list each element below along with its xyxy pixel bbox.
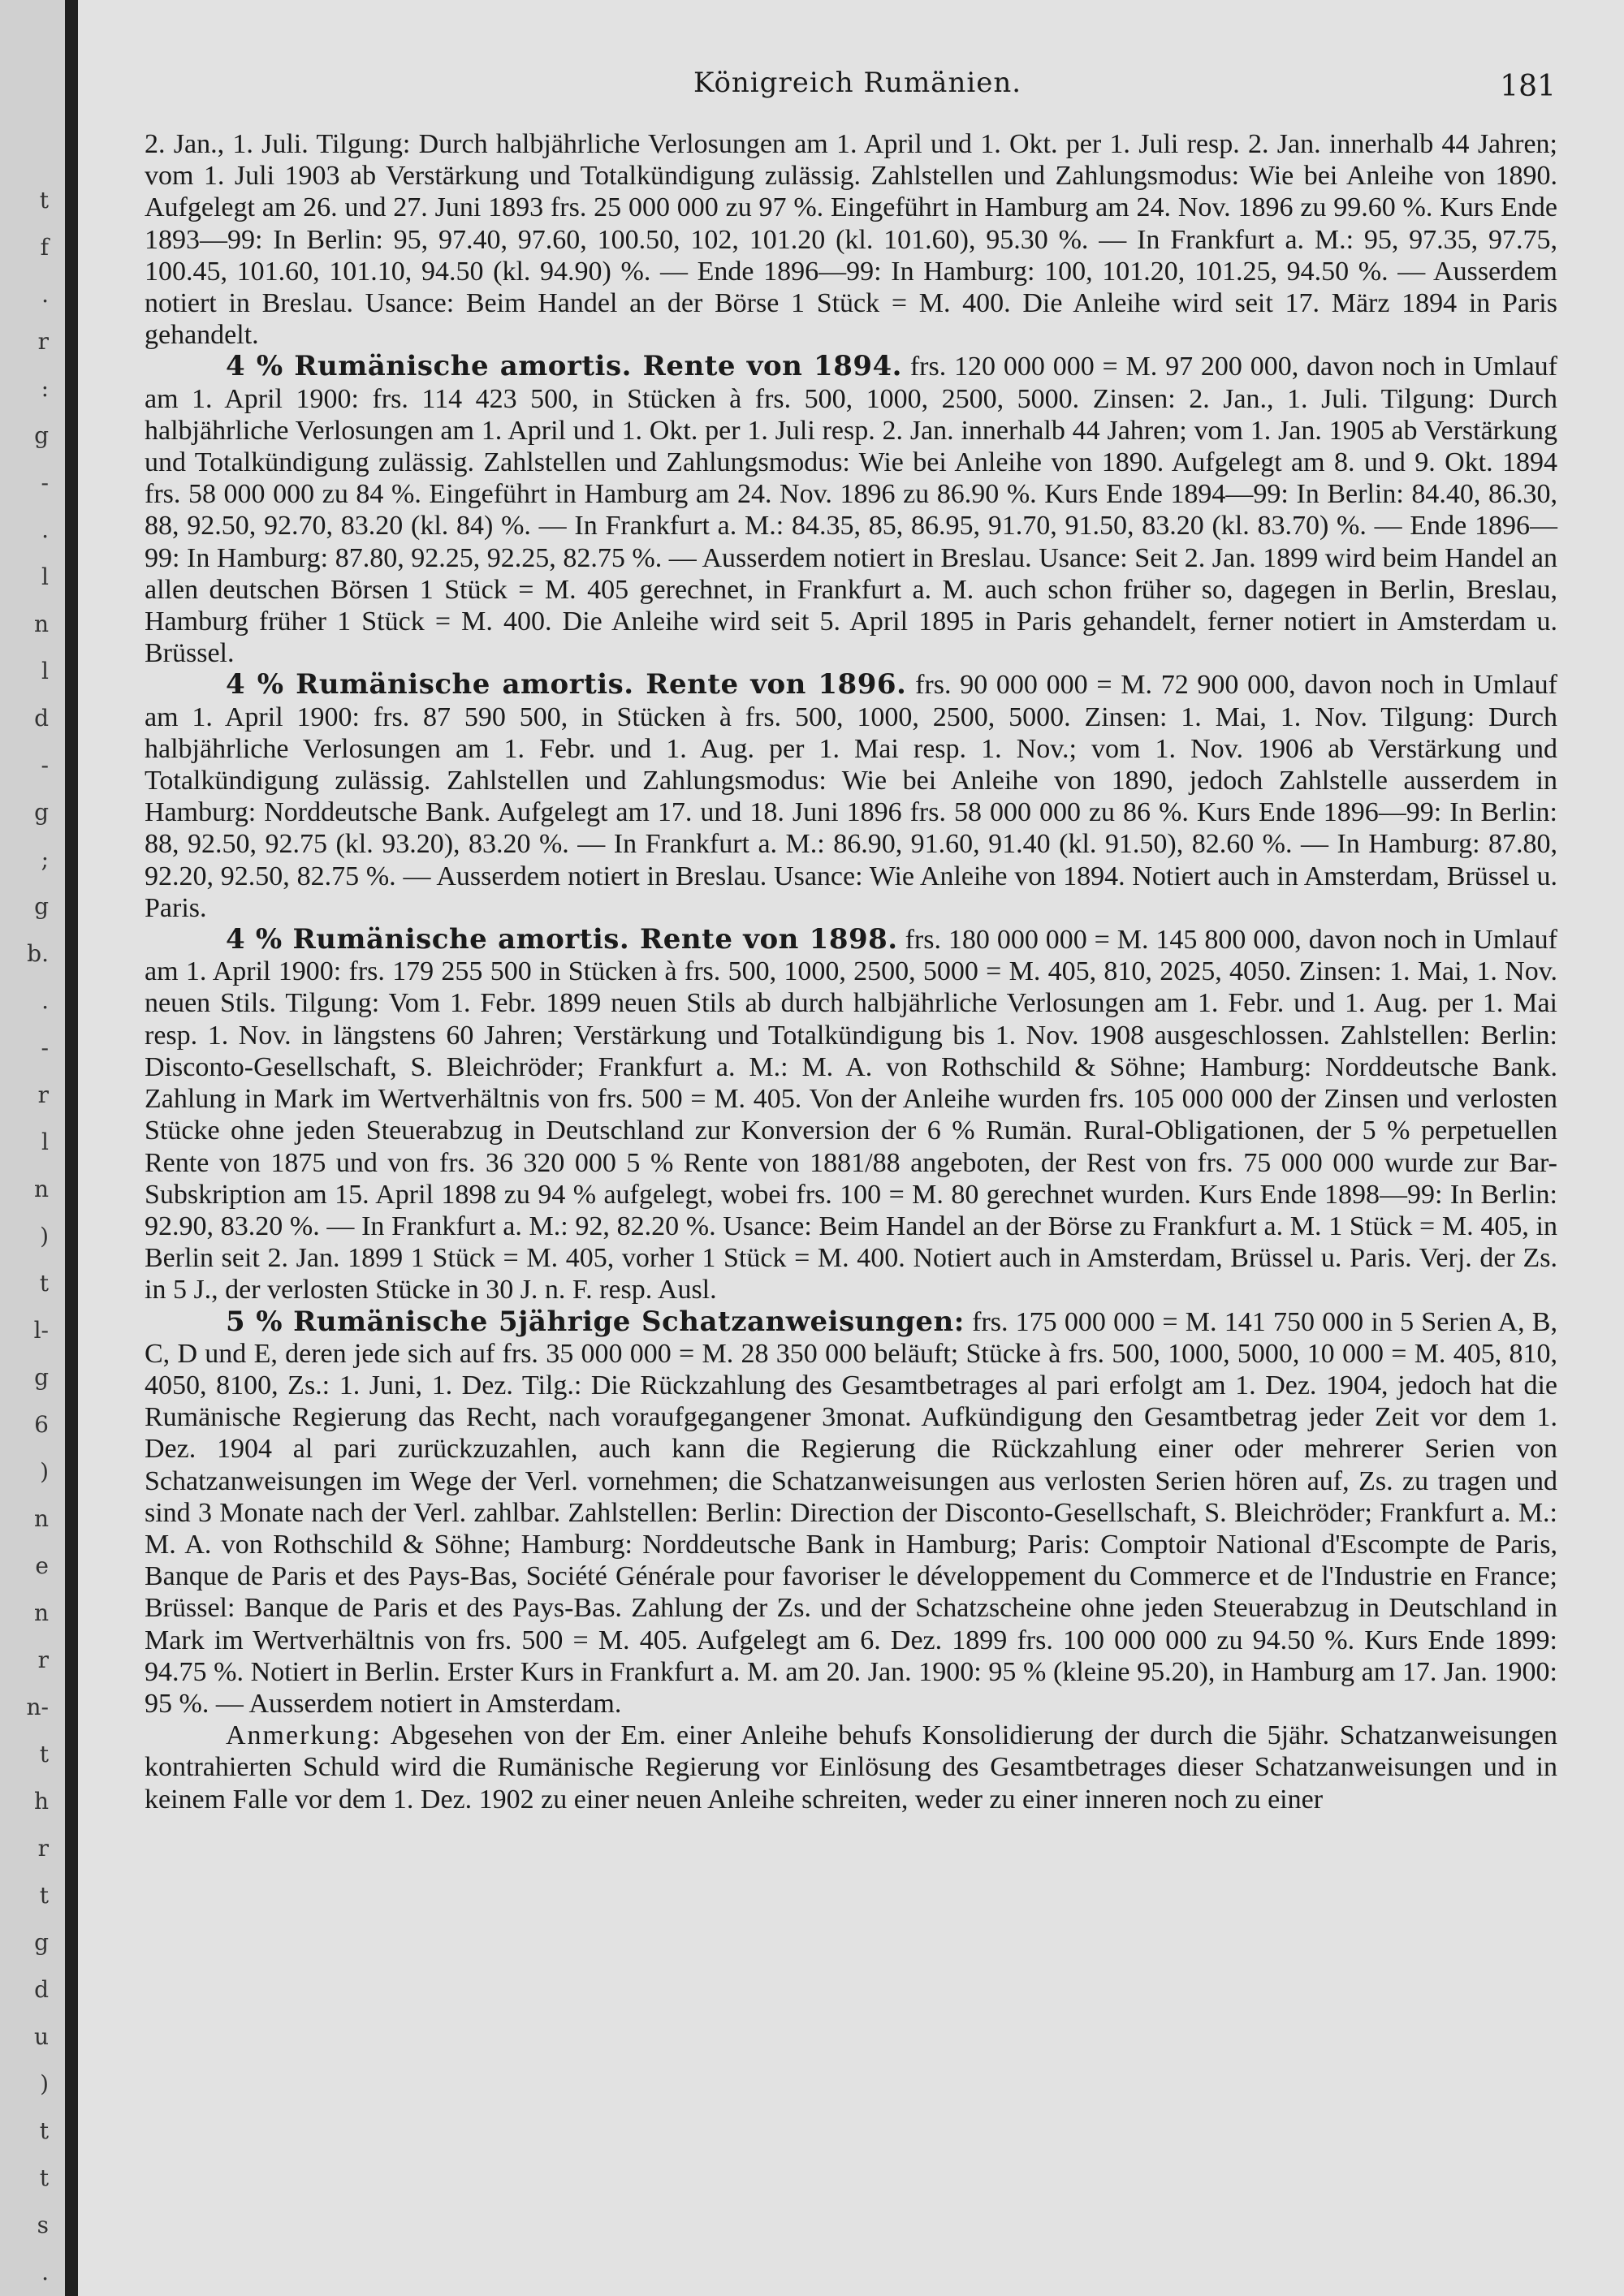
margin-letter: . <box>41 987 49 1014</box>
page-header <box>159 67 1556 107</box>
margin-letter: r <box>37 1835 49 1862</box>
margin-letter: : <box>41 375 49 402</box>
margin-letter: . <box>41 516 49 543</box>
margin-letter: g <box>34 799 49 826</box>
entry-heading: 4 % Rumänische amortis. Rente von 1898. <box>226 923 898 956</box>
margin-letter: t <box>39 2117 49 2144</box>
margin-letter: . <box>41 2259 49 2285</box>
book-page <box>78 0 1624 2296</box>
margin-letter: ; <box>41 846 49 873</box>
margin-letter: - <box>41 1034 49 1061</box>
book-spine-shadow <box>65 0 78 2296</box>
margin-letter: ) <box>40 2070 49 2097</box>
margin-letter: b. <box>27 940 49 967</box>
margin-letter: r <box>37 1646 49 1673</box>
margin-letter: g <box>34 1929 49 1956</box>
page-body <box>145 128 1557 1815</box>
margin-letter: l <box>41 658 49 684</box>
margin-letter: t <box>39 1882 49 1909</box>
previous-page-margin-letters <box>0 0 57 2296</box>
margin-letter: . <box>41 281 49 308</box>
margin-letter: t <box>39 187 49 214</box>
entry-text: frs. 120 000 000 = M. 97 200 000, davon noch in Umlauf am 1. April 1900: frs. 114 423 500, in Stücken à frs. 500, 1000, 2500, 5000. Zinsen: 2. Jan., 1. Juli. Tilgung: Durch halbjährliche Verlosungen am 1. April und 1. Okt. per 1. Juli resp. 2. Jan. innerhalb 44 Jahren; vom 1. Jan. 1905 ab Verstärkung und Totalkündigung zulässig. Zahlstellen und Zahlungsmodus: Wie bei Anleihe von 1890. Aufgelegt am 8. und 9. Okt. 1894 frs. 58 000 000 zu 84 %. Eingeführt in Hamburg am 24. Nov. 1896 zu 86.90 %. Kurs Ende 1894—99: In Berlin: 84.40, 86.30, 88, 92.50, 92.70, 83.20 (kl. 84) %. — In Frankfurt a. M.: 84.35, 85, 86.95, 91.70, 91.50, 83.20 (kl. 83.70) %. — Ende 1896—99: In Hamburg: 87.80, 92.25, 92.25, 82.75 %. — Ausserdem notiert in Breslau. Usance: Seit 2. Jan. 1899 wird beim Handel an allen deutschen Börsen 1 Stück = M. 405 gerechnet, in Frankfurt a. M. auch schon früher so, dagegen in Berlin, Breslau, Hamburg früher 1 Stück = M. 400. Die Anleihe wird seit 5. April 1895 in Paris gehandelt, ferner notiert in Amsterdam u. Brüssel. <box>145 352 1558 669</box>
margin-letter: r <box>37 1081 49 1108</box>
margin-letter: l- <box>33 1317 49 1344</box>
entry-text: frs. 175 000 000 = M. 141 750 000 in 5 Serien A, B, C, D und E, deren jede sich auf frs. 35 000 000 = M. 28 350 000 beläuft; Stücke à frs. 500, 1000, 5000, 10 000 = M. 405, 810, 4050, 8100, Zs.: 1. Juni, 1. Dez. Tilg.: Die Rückzahlung des Gesamtbetrages al pari erfolgt am 1. Dez. 1904, jedoch hat die Rumänische Regierung das Recht, nach voraufgegangener 3monat. Aufkündigung den Gesamtbetrag jeder Zeit vor dem 1. Dez. 1904 al pari zurückzuzahlen, auch kann die Regierung die Rückzahlung einer oder mehrerer Serien von Schatzanweisungen im Wege der Verl. vornehmen; die Schatzanweisungen aus verlosten Serien hören auf, Zs. zu tragen und sind 3 Monate nach der Verl. zahlbar. Zahlstellen: Berlin: Direction der Disconto-Gesellschaft, S. Bleichröder; Frankfurt a. M.: M. A. von Rothschild & Söhne; Hamburg: Norddeutsche Bank in Hamburg; Paris: Comptoir National d'Escompte de Paris, Banque de Paris et des Pays-Bas, Société Générale pour favoriser le développement du Commerce et de l'Industrie en France; Brüssel: Banque de Paris et des Pays-Bas. Zahlung der Zs. und der Schatzscheine ohne jeden Steuerabzug in Deutschland in Mark im Wertverhältnis von frs. 500 = M. 405. Aufgelegt am 6. Dez. 1899 frs. 100 000 000 zu 94.50 %. Kurs Ende 1899: 94.75 %. Notiert in Berlin. Erster Kurs in Frankfurt a. M. am 20. Jan. 1900: 95 % (kleine 95.20), in Hamburg am 17. Jan. 1900: 95 %. — Ausserdem notiert in Amsterdam. <box>145 1306 1557 1719</box>
margin-letter: g <box>34 893 49 920</box>
entry-rente-1896 <box>145 669 1557 924</box>
entry-heading: 4 % Rumänische amortis. Rente von 1896. <box>226 668 907 701</box>
margin-letter: n <box>33 611 49 637</box>
entry-rente-1894 <box>145 351 1557 669</box>
margin-letter: t <box>39 1741 49 1767</box>
margin-letter: - <box>41 469 49 496</box>
margin-letter: 6 <box>34 1411 49 1438</box>
entry-heading: 4 % Rumänische amortis. Rente von 1894. <box>226 350 903 383</box>
margin-letter: r <box>37 328 49 355</box>
entry-text: frs. 90 000 000 = M. 72 900 000, davon noch in Umlauf am 1. April 1900: frs. 87 590 500, in Stücken à frs. 500, 1000, 2500, 5000. Zinsen: 1. Mai, 1. Nov. Tilgung: Durch halbjährliche Verlosungen am 1. Febr. und 1. Aug. per 1. Mai resp. 1. Nov.; vom 1. Nov. 1906 ab Verstärkung und Totalkündigung zulässig. Zahlstellen und Zahlungsmodus: Wie bei Anleihe von 1890, jedoch Zahlstelle ausserdem in Hamburg: Norddeutsche Bank. Aufgelegt am 17. und 18. Juni 1896 frs. 58 000 000 zu 86 %. Kurs Ende 1896—99: In Berlin: 88, 92.50, 92.75 (kl. 93.20), 83.20 %. — In Frankfurt a. M.: 86.90, 91.60, 91.40 (kl. 91.50), 82.60 %. — In Hamburg: 87.80, 92.20, 92.50, 82.75 %. — Ausserdem notiert in Breslau. Usance: Wie Anleihe von 1894. Notiert auch in Amsterdam, Brüssel u. Paris. <box>145 670 1557 923</box>
entry-heading: 5 % Rumänische 5jährige Schatzanweisungen: <box>226 1305 965 1338</box>
note-heading: Anmerkung: <box>226 1720 382 1751</box>
note-text: Abgesehen von der Em. einer Anleihe behufs Konsolidierung der durch die 5jähr. Schatzanweisungen kontrahierten Schuld wird die Rumänische Regierung vor Einlösung des Gesamtbetrages dieser Schatzanweisungen und in keinem Falle vor dem 1. Dez. 1902 zu einer neuen Anleihe schreiten, weder zu einer inneren noch zu einer <box>145 1720 1557 1815</box>
margin-letter: ) <box>40 1223 49 1249</box>
margin-letter: e <box>35 1552 49 1579</box>
page-number: 181 <box>1500 70 1556 103</box>
entry-schatzanweisungen <box>145 1306 1557 1720</box>
margin-letter: t <box>39 2164 49 2191</box>
entry-text: frs. 180 000 000 = M. 145 800 000, davon noch in Umlauf am 1. April 1900: frs. 179 255 500 in Stücken à frs. 500, 1000, 2500, 5000 = M. 405, 810, 2025, 4050. Zinsen: 1. Mai, 1. Nov. neuen Stils. Tilgung: Vom 1. Febr. 1899 neuen Stils ab durch halbjährliche Verlosungen am 1. Febr. und 1. Aug. per 1. Mai resp. 1. Nov. in längstens 60 Jahren; Verstärkung und Totalkündigung bis 1. Nov. 1908 ausgeschlossen. Zahlstellen: Berlin: Disconto-Gesellschaft, S. Bleichröder; Frankfurt a. M.: M. A. von Rothschild & Söhne; Hamburg: Norddeutsche Bank. Zahlung in Mark im Wertverhältnis von frs. 500 = M. 405. Von der Anleihe wurden frs. 105 000 000 der Zinsen und verlosten Stücke ohne jeden Steuerabzug in Deutschland zur Konversion der 6 % Rumän. Rural-Obligationen, der 5 % perpetuellen Rente von 1875 und von frs. 36 320 000 5 % Rente von 1881/88 angeboten, der Rest von frs. 75 000 000 wurde zur Bar-Subskription am 15. April 1898 zu 94 % aufgelegt, wobei frs. 100 = M. 80 gerechnet wurden. Kurs Ende 1898—99: In Berlin: 92.90, 83.20 %. — In Frankfurt a. M.: 92, 82.20 %. Usance: Beim Handel an der Börse zu Frankfurt a. M. 1 Stück = M. 405, in Berlin seit 2. Jan. 1899 1 Stück = M. 405, vorher 1 Stück = M. 400. Notiert auch in Amsterdam, Brüssel u. Paris. Verj. der Zs. in 5 J., der verlosten Stücke in 30 J. n. F. resp. Ausl. <box>145 925 1557 1306</box>
entry-anmerkung <box>145 1720 1557 1815</box>
margin-letter: f <box>40 234 49 261</box>
margin-letter: ) <box>40 1458 49 1485</box>
margin-letter: d <box>34 705 49 732</box>
margin-letter: u <box>33 2023 49 2050</box>
margin-letter: l <box>41 1129 49 1155</box>
paragraph-continuation <box>145 128 1557 351</box>
margin-letter: n <box>33 1599 49 1626</box>
margin-letter: g <box>34 1364 49 1391</box>
margin-letter: s <box>37 2212 49 2238</box>
margin-letter: n <box>33 1176 49 1202</box>
running-title: Königreich Rumänien. <box>693 67 1022 99</box>
margin-letter: l <box>41 563 49 590</box>
margin-letter: n <box>33 1505 49 1532</box>
margin-letter: h <box>33 1788 49 1815</box>
margin-letter: d <box>34 1976 49 2003</box>
margin-letter: n- <box>26 1694 49 1720</box>
margin-letter: g <box>34 422 49 449</box>
entry-rente-1898 <box>145 924 1557 1306</box>
paragraph-text: 2. Jan., 1. Juli. Tilgung: Durch halbjährliche Verlosungen am 1. April und 1. Okt. per 1. Juli resp. 2. Jan. innerhalb 44 Jahren; vom 1. Juli 1903 ab Verstärkung und Totalkündigung zulässig. Zahlstellen und Zahlungsmodus: Wie bei Anleihe von 1890. Aufgelegt am 26. und 27. Juni 1893 frs. 25 000 000 zu 97 %. Eingeführt in Hamburg am 24. Nov. 1896 zu 99.60 %. Kurs Ende 1893—99: In Berlin: 95, 97.40, 97.60, 100.50, 102, 101.20 (kl. 101.60), 95.30 %. — In Frankfurt a. M.: 95, 97.35, 97.75, 100.45, 101.60, 101.10, 94.50 (kl. 94.90) %. — Ende 1896—99: In Hamburg: 100, 101.20, 101.25, 94.50 %. — Ausserdem notiert in Breslau. Usance: Beim Handel an der Börse 1 Stück = M. 400. Die Anleihe wird seit 17. März 1894 in Paris gehandelt. <box>145 129 1557 351</box>
margin-letter: t <box>39 1270 49 1297</box>
margin-letter: - <box>41 752 49 779</box>
